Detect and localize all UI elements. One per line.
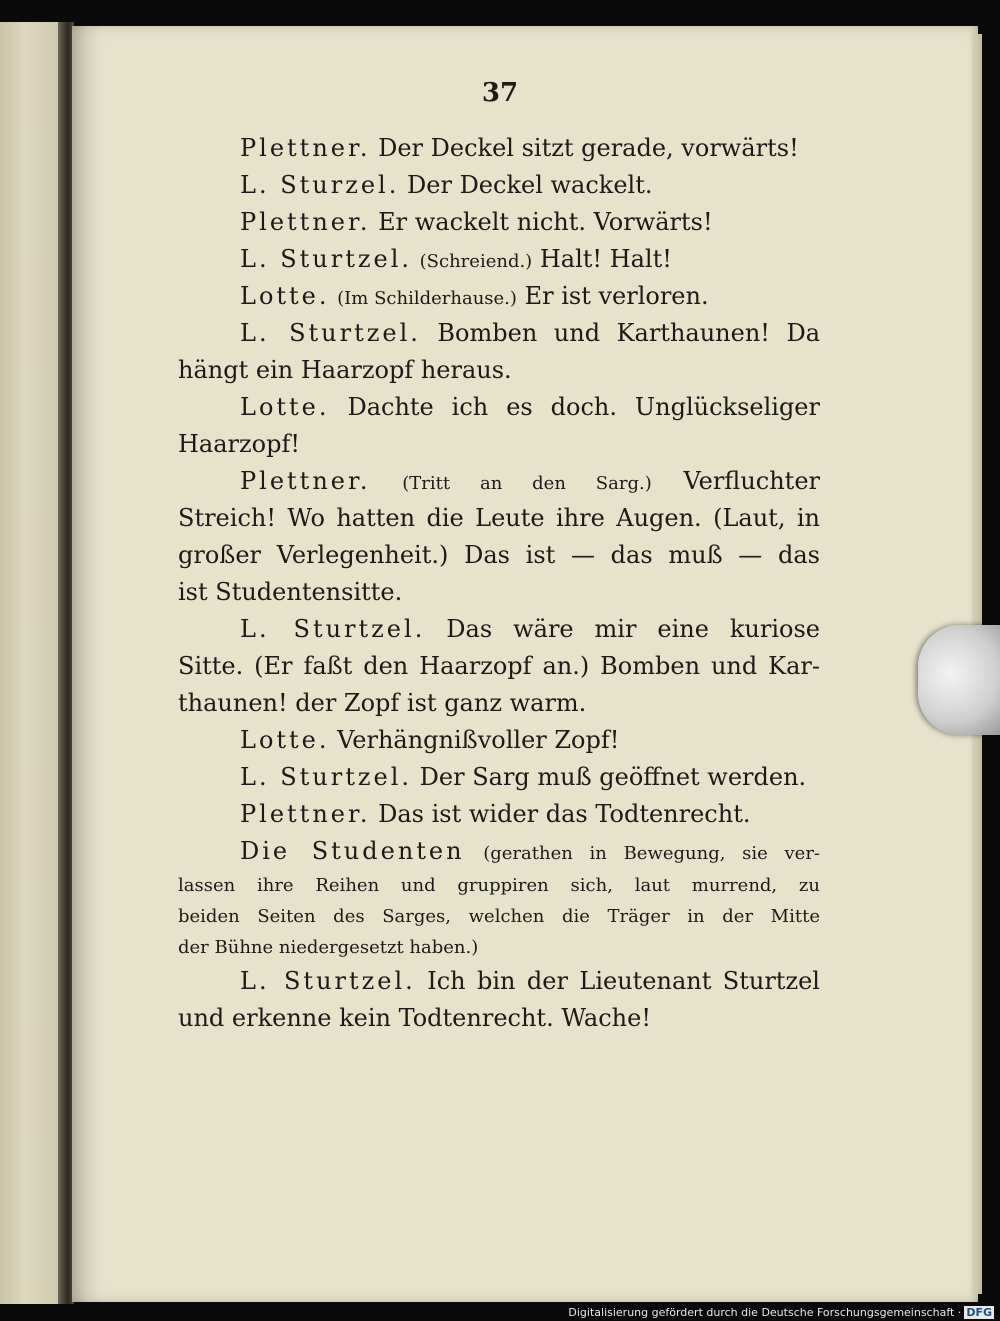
text-line	[178, 389, 820, 426]
page-marker-tab	[918, 625, 1000, 735]
text-line	[178, 167, 820, 204]
text-line	[178, 500, 820, 537]
line-text: Das wäre mir eine kuriose	[446, 615, 820, 643]
text-line	[178, 870, 820, 901]
text-line	[178, 963, 820, 1000]
text-line	[178, 833, 820, 870]
play-text	[178, 130, 820, 1037]
text-line	[178, 463, 820, 500]
stage-direction: (Im Schilderhause.)	[337, 288, 517, 309]
text-line	[178, 685, 820, 722]
stage-direction: der Bühne niedergesetzt haben.)	[178, 937, 479, 958]
facing-page-edge	[0, 22, 62, 1304]
stage-direction: (Schreiend.)	[419, 251, 533, 272]
text-line	[178, 537, 820, 574]
line-text: Verhängnißvoller Zopf!	[337, 726, 620, 754]
line-text: Verfluchter	[683, 467, 820, 495]
stage-direction: (gerathen in Bewegung, sie ver-	[483, 843, 821, 864]
text-line	[178, 426, 820, 463]
line-text: Dachte ich es doch. Unglückseliger	[347, 393, 820, 421]
text-line	[178, 901, 820, 932]
speaker-name: L. Sturtzel.	[240, 319, 421, 347]
speaker-name: Plettner.	[240, 134, 371, 162]
line-text: ist Studentensitte.	[178, 578, 403, 606]
line-text: Ich bin der Lieutenant Sturtzel	[427, 967, 820, 995]
speaker-name: Plettner.	[240, 467, 371, 495]
speaker-name: Lotte.	[240, 726, 330, 754]
line-text: Der Deckel wackelt.	[407, 171, 653, 199]
text-line	[178, 278, 820, 315]
speaker-name: Lotte.	[240, 393, 330, 421]
text-line	[178, 932, 820, 963]
text-line	[178, 204, 820, 241]
speaker-name: L. Sturtzel.	[240, 967, 416, 995]
line-text: großer Verlegenheit.) Das ist — das muß — das	[178, 541, 820, 569]
line-text: Halt! Halt!	[539, 245, 672, 273]
speaker-name: Lotte.	[240, 282, 330, 310]
line-text: Er wackelt nicht. Vorwärts!	[378, 208, 713, 236]
digitization-credit	[568, 1306, 994, 1319]
speaker-name: Plettner.	[240, 208, 371, 236]
page-number: 37	[481, 78, 519, 108]
speaker-name: Die Studenten	[240, 837, 465, 865]
line-text: Bomben und Karthaunen! Da	[437, 319, 820, 347]
text-line	[178, 315, 820, 352]
line-text: Der Deckel sitzt gerade, vorwärts!	[378, 134, 799, 162]
speaker-name: L. Sturtzel.	[240, 245, 413, 273]
speaker-name: L. Sturtzel.	[240, 615, 426, 643]
text-line	[178, 722, 820, 759]
dfg-logo: DFG	[966, 1306, 992, 1319]
text-line	[178, 352, 820, 389]
line-text: Das ist wider das Todtenrecht.	[378, 800, 751, 828]
line-text: Haarzopf!	[178, 430, 301, 458]
speaker-name: Plettner.	[240, 800, 371, 828]
text-line	[178, 796, 820, 833]
text-line	[178, 1000, 820, 1037]
text-line	[178, 130, 820, 167]
line-text: Er ist verloren.	[524, 282, 709, 310]
text-line	[178, 574, 820, 611]
text-line	[178, 611, 820, 648]
line-text: Sitte. (Er faßt den Haarzopf an.) Bomben und Kar-	[178, 652, 820, 680]
line-text: hängt ein Haarzopf heraus.	[178, 356, 512, 384]
line-text: thaunen! der Zopf ist ganz warm.	[178, 689, 587, 717]
line-text: Der Sarg muß geöffnet werden.	[419, 763, 807, 791]
text-line	[178, 241, 820, 278]
line-text: Streich! Wo hatten die Leute ihre Augen. (Laut, in	[178, 504, 820, 532]
line-text: und erkenne kein Todtenrecht. Wache!	[178, 1004, 651, 1032]
speaker-name: L. Sturtzel.	[240, 763, 413, 791]
credit-text: Digitalisierung gefördert durch die Deutsche Forschungsgemeinschaft ·	[568, 1306, 962, 1319]
text-line	[178, 648, 820, 685]
text-line	[178, 759, 820, 796]
stage-direction: (Tritt an den Sarg.)	[402, 473, 652, 494]
speaker-name: L. Sturzel.	[240, 171, 400, 199]
stage-direction: beiden Seiten des Sarges, welchen die Träger in der Mitte	[178, 906, 820, 927]
stage-direction: lassen ihre Reihen und gruppiren sich, laut murrend, zu	[178, 875, 820, 896]
